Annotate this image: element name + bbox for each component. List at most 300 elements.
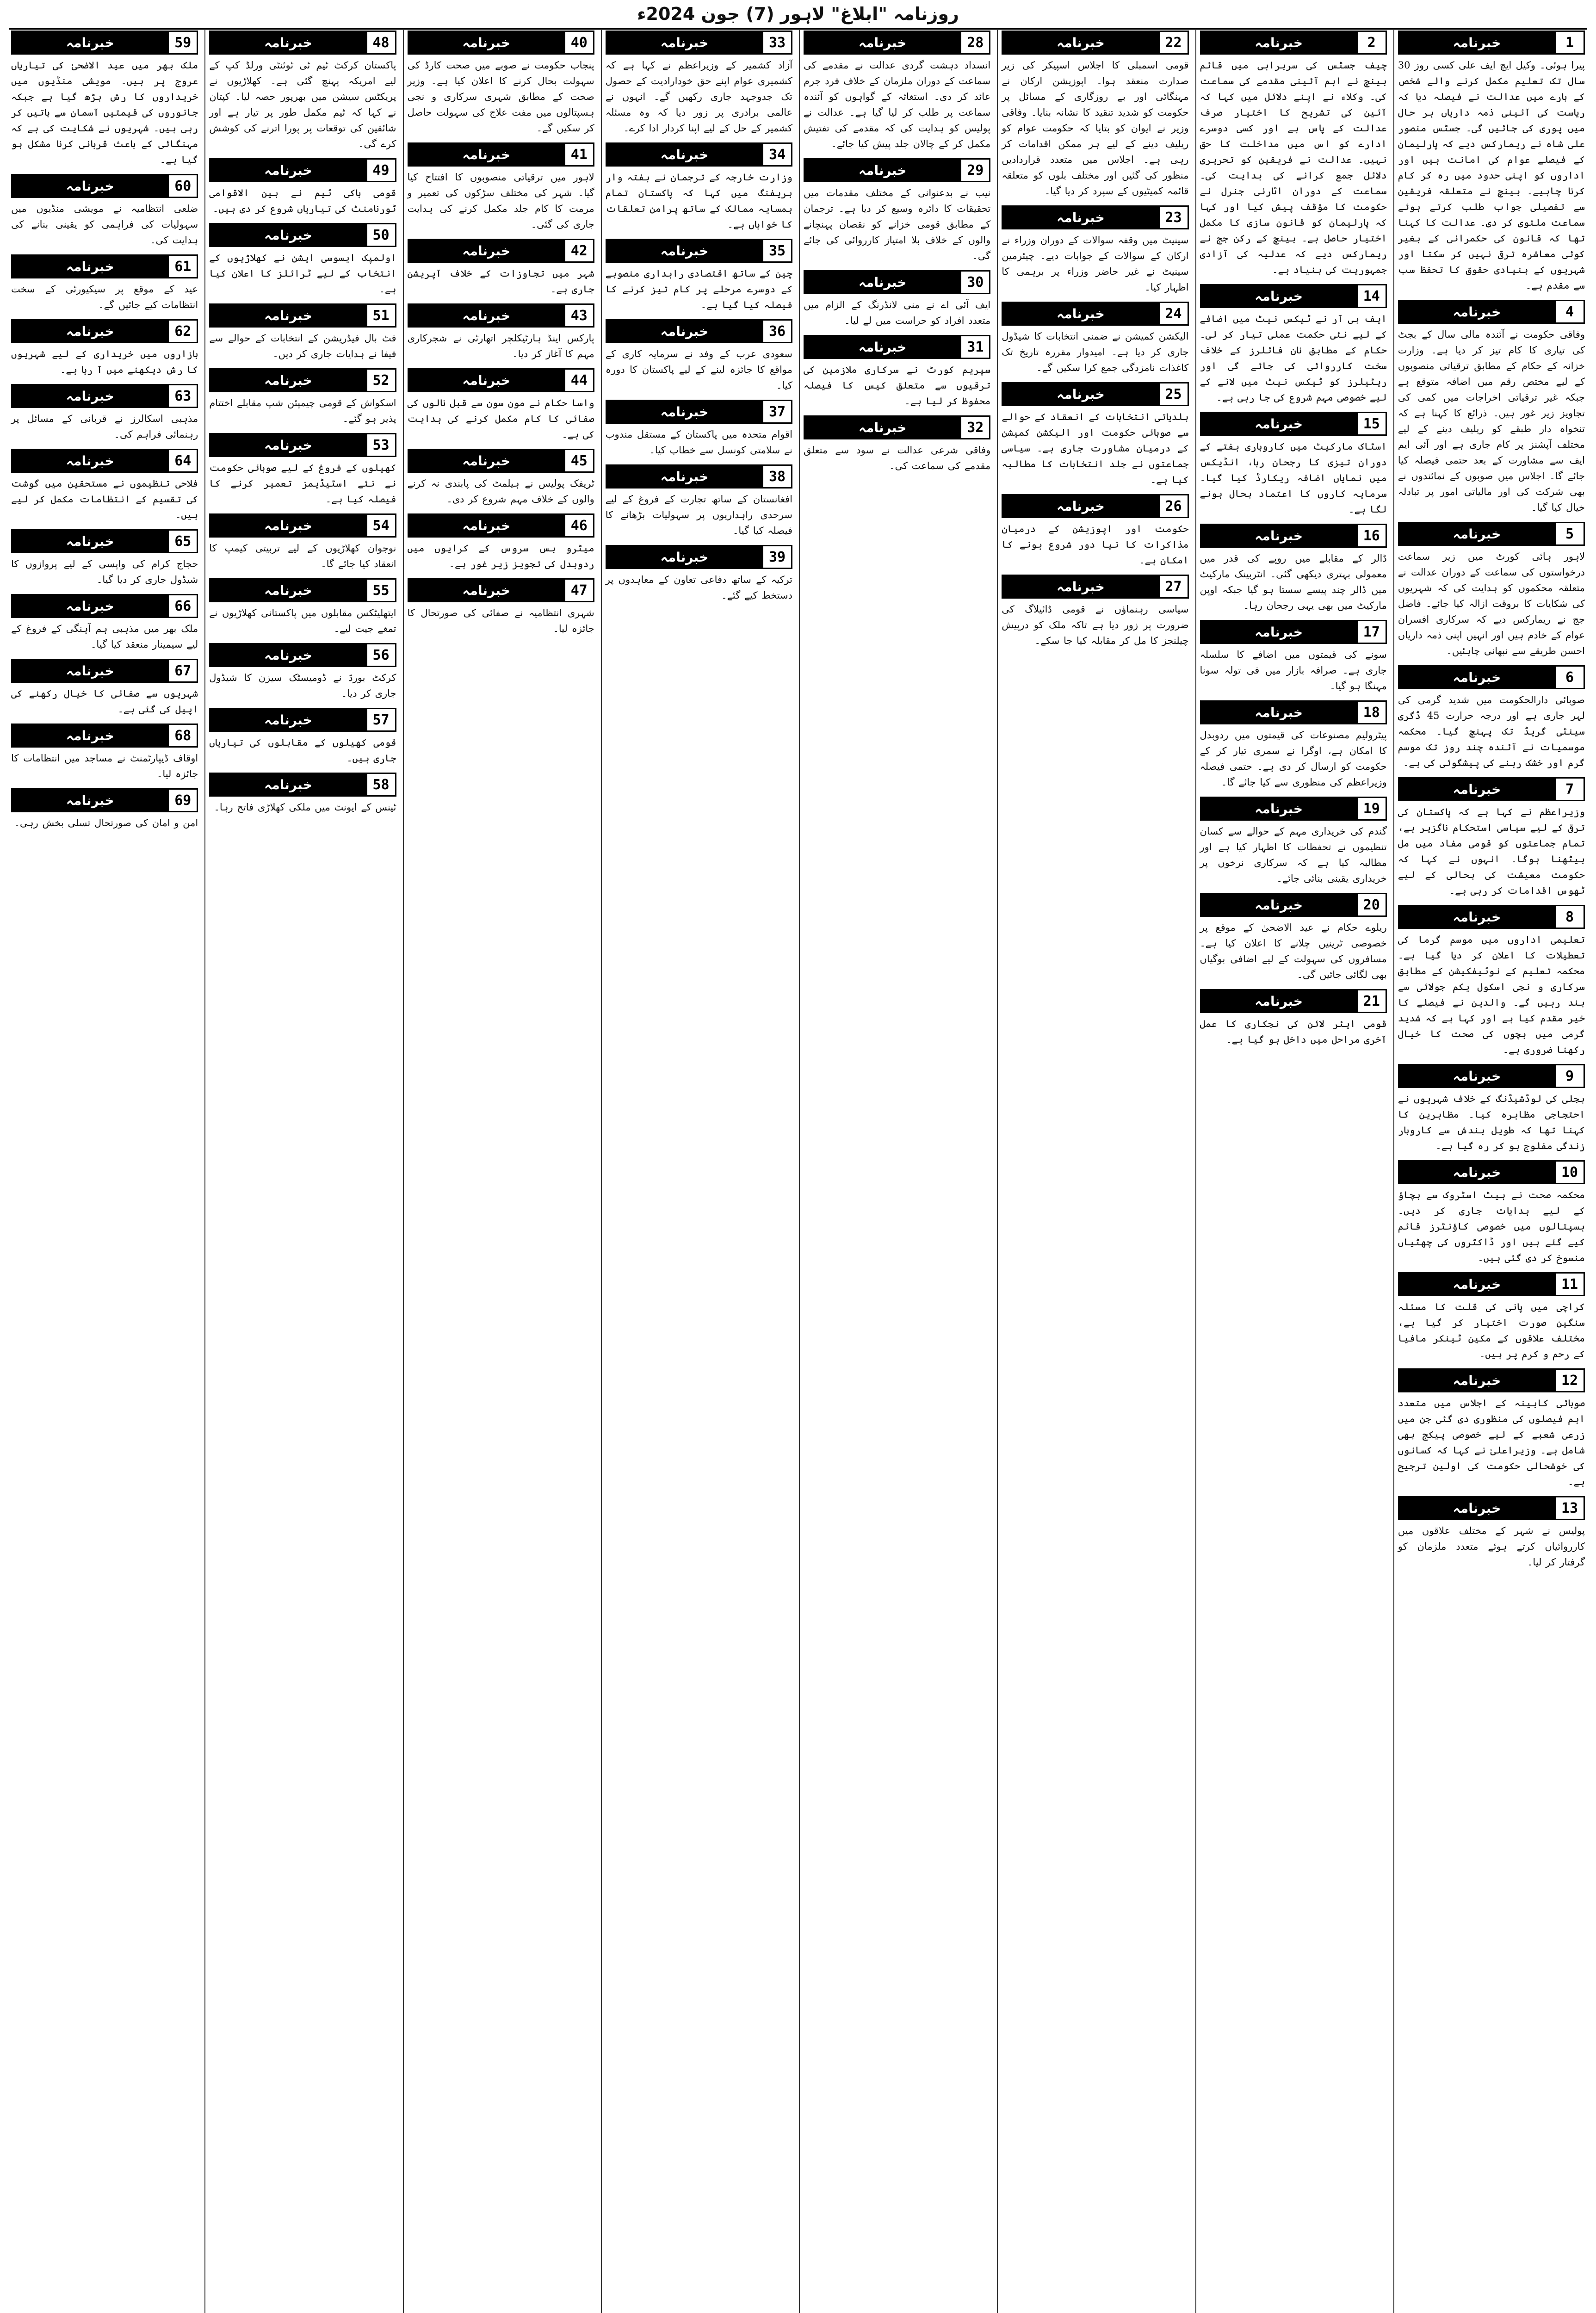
news-item xyxy=(1398,905,1585,1058)
news-item xyxy=(209,223,396,297)
news-item-header xyxy=(1398,777,1585,801)
news-item xyxy=(1398,777,1585,898)
news-item-number: 1 xyxy=(1554,32,1584,53)
news-item-number: 60 xyxy=(167,175,197,197)
news-item xyxy=(1002,382,1188,488)
news-item-section-label: خبرنامہ xyxy=(1399,1497,1554,1519)
news-item-number: 22 xyxy=(1158,32,1188,53)
news-item-section-label: خبرنامہ xyxy=(210,305,365,326)
news-item-body: لاہور میں ترقیاتی منصوبوں کا افتتاح کیا گیا۔ شہر کی مختلف سڑکوں کی تعمیر و مرمت کا کام جلد مکمل کرنے کی ہدایت جاری کی گئی۔ xyxy=(407,172,594,230)
news-item-body: بازاروں میں خریداری کے لیے شہریوں کا رش دیکھنے میں آ رہا ہے۔ xyxy=(11,348,198,375)
news-item-number: 35 xyxy=(762,240,791,261)
news-item-number: 12 xyxy=(1554,1370,1584,1391)
news-item-body: پاکستان کرکٹ ٹیم ٹی ٹوئنٹی ورلڈ کپ کے لیے امریکہ پہنچ گئی ہے۔ کھلاڑیوں نے پریکٹس سیشن میں بھرپور حصہ لیا۔ کپتان نے کہا کہ ٹیم مکمل طور پر تیار ہے اور شائقین کی توقعات پر پورا اترنے کی کوشش کرے گی۔ xyxy=(209,60,396,149)
news-item-number: 11 xyxy=(1554,1274,1584,1295)
news-item-number: 32 xyxy=(960,417,989,438)
news-item-body: وزارت خارجہ کے ترجمان نے ہفتہ وار بریفنگ میں کہا کہ پاکستان تمام ہمسایہ ممالک کے ساتھ پرامن تعلقات کا خواہاں ہے۔ xyxy=(605,172,792,230)
news-item-body: چیف جسٹس کی سربراہی میں قائم بینچ نے اہم آئینی مقدمے کی سماعت کی۔ وکلاء نے اپنے دلائل میں کہا کہ آئین کی تشریح کا اختیار صرف عدالت کے پاس ہے اور کسی دوسرے ادارے کو اس میں مداخلت کا حق نہیں۔ عدالت نے فریقین کو تحریری دلائل جمع کرانے کی ہدایت کی۔ سماعت کے دوران اٹارنی جنرل نے حکومت کا مؤقف پیش کیا اور کہا کہ پارلیمان کو قانون سازی کا مکمل اختیار حاصل ہے۔ بینچ کے رکن جج نے ریمارکس دیے کہ عدلیہ کی آزادی جمہوریت کی بنیاد ہے۔ xyxy=(1200,60,1387,275)
news-item-number: 17 xyxy=(1356,621,1386,643)
news-item-body: ملک بھر میں عید الاضحیٰ کی تیاریاں عروج پر ہیں۔ مویشی منڈیوں میں خریداروں کا رش بڑھ گیا ہے جبکہ جانوروں کی قیمتیں آسمان سے باتیں کر رہی ہیں۔ شہریوں نے شکایت کی ہے کہ مہنگائی کے باعث قربانی کرنا مشکل ہو گیا ہے۔ xyxy=(11,60,198,165)
news-item-section-label: خبرنامہ xyxy=(607,32,762,53)
news-item xyxy=(606,319,792,393)
news-item-section-label: خبرنامہ xyxy=(1201,798,1356,819)
news-item-number: 68 xyxy=(167,725,197,746)
news-item-section-label: خبرنامہ xyxy=(1201,621,1356,643)
news-item-header xyxy=(1398,300,1585,324)
news-item xyxy=(804,270,990,328)
news-item xyxy=(408,142,594,232)
news-item-number: 37 xyxy=(762,401,791,422)
news-item-section-label: خبرنامہ xyxy=(805,272,960,293)
news-item-number: 66 xyxy=(167,595,197,617)
news-item-section-label: خبرنامہ xyxy=(1399,906,1554,928)
news-item xyxy=(1398,300,1585,515)
news-item-header xyxy=(606,239,792,263)
news-item xyxy=(1200,797,1387,886)
news-item-number: 30 xyxy=(960,272,989,293)
news-item-section-label: خبرنامہ xyxy=(210,709,365,730)
news-item-header xyxy=(1002,382,1188,406)
news-item-number: 20 xyxy=(1356,894,1386,915)
news-item-number: 23 xyxy=(1158,207,1188,228)
news-item-number: 49 xyxy=(366,160,395,181)
news-item-body: شہری انتظامیہ نے صفائی کی صورتحال کا جائزہ لیا۔ xyxy=(407,607,594,634)
news-item-body: ایتھلیٹکس مقابلوں میں پاکستانی کھلاڑیوں نے تمغے جیت لیے۔ xyxy=(209,607,396,634)
news-item-section-label: خبرنامہ xyxy=(607,466,762,487)
news-item-section-label: خبرنامہ xyxy=(12,790,167,811)
news-item-body: ایف آئی اے نے منی لانڈرنگ کے الزام میں متعدد افراد کو حراست میں لے لیا۔ xyxy=(804,299,991,326)
news-item-body: فٹ بال فیڈریشن کے انتخابات کے حوالے سے فیفا نے ہدایات جاری کر دیں۔ xyxy=(209,333,396,359)
news-item-number: 19 xyxy=(1356,798,1386,819)
news-item-section-label: خبرنامہ xyxy=(12,450,167,471)
news-item-header xyxy=(606,545,792,569)
news-item-section-label: خبرنامہ xyxy=(12,531,167,552)
news-item-number: 63 xyxy=(167,385,197,407)
news-item xyxy=(606,400,792,458)
news-item-section-label: خبرنامہ xyxy=(409,370,564,391)
news-item-section-label: خبرنامہ xyxy=(12,595,167,617)
news-item-header xyxy=(408,578,594,602)
news-item xyxy=(804,335,990,409)
news-item-section-label: خبرنامہ xyxy=(607,321,762,342)
news-item-section-label: خبرنامہ xyxy=(210,32,365,53)
news-item-number: 39 xyxy=(762,546,791,568)
news-item-header xyxy=(11,724,198,748)
news-item-header xyxy=(1002,31,1188,55)
news-item-section-label: خبرنامہ xyxy=(1399,523,1554,544)
news-item-header xyxy=(11,319,198,343)
news-item xyxy=(11,788,198,831)
news-item-section-label: خبرنامہ xyxy=(1003,495,1158,517)
news-item-section-label: خبرنامہ xyxy=(607,144,762,165)
news-item xyxy=(1002,494,1188,568)
news-item-number: 27 xyxy=(1158,576,1188,597)
news-item-body: ضلعی انتظامیہ نے مویشی منڈیوں میں سہولیات کی فراہمی کو یقینی بنانے کی ہدایت کی۔ xyxy=(11,203,198,246)
news-item-number: 59 xyxy=(167,32,197,53)
news-item-number: 36 xyxy=(762,321,791,342)
news-item-section-label: خبرنامہ xyxy=(805,160,960,181)
news-item-number: 41 xyxy=(564,144,593,165)
news-item-header xyxy=(804,415,990,439)
news-item-header xyxy=(11,529,198,553)
news-item-section-label: خبرنامہ xyxy=(12,32,167,53)
news-item-header xyxy=(408,513,594,538)
news-item-body: شہر میں تجاوزات کے خلاف آپریشن جاری ہے۔ xyxy=(407,268,594,295)
news-item xyxy=(11,384,198,442)
news-item xyxy=(804,415,990,474)
news-item-section-label: خبرنامہ xyxy=(1399,1274,1554,1295)
news-item xyxy=(1398,522,1585,659)
news-item-section-label: خبرنامہ xyxy=(210,160,365,181)
news-item-body: تعلیمی اداروں میں موسم گرما کی تعطیلات کا اعلان کر دیا گیا ہے۔ محکمہ تعلیم کے نوٹیفکیشن کے مطابق سرکاری و نجی اسکول یکم جولائی سے بند رہیں گے۔ والدین نے فیصلے کا خیر مقدم کیا ہے اور کہا ہے کہ شدید گرمی میں بچوں کی صحت کا خیال رکھنا ضروری ہے۔ xyxy=(1398,934,1585,1055)
news-item-number: 48 xyxy=(366,32,395,53)
news-item-number: 6 xyxy=(1554,667,1584,688)
news-item-number: 67 xyxy=(167,660,197,681)
news-item-body: میٹرو بس سروس کے کرایوں میں ردوبدل کی تجویز زیر غور ہے۔ xyxy=(407,543,594,569)
news-item-number: 62 xyxy=(167,321,197,342)
news-item xyxy=(209,773,396,815)
news-item-header xyxy=(1398,1160,1585,1184)
news-item-header xyxy=(11,788,198,812)
news-item-section-label: خبرنامہ xyxy=(607,401,762,422)
news-item-number: 44 xyxy=(564,370,593,391)
news-item-body: الیکشن کمیشن نے ضمنی انتخابات کا شیڈول جاری کر دیا ہے۔ امیدوار مقررہ تاریخ تک کاغذات نامزدگی جمع کرا سکیں گے۔ xyxy=(1002,331,1189,373)
news-item-header xyxy=(1398,1272,1585,1296)
news-item-body: فلاحی تنظیموں نے مستحقین میں گوشت کی تقسیم کے انتظامات مکمل کر لیے ہیں۔ xyxy=(11,478,198,520)
news-item-header xyxy=(1200,620,1387,644)
news-item-section-label: خبرنامہ xyxy=(12,660,167,681)
news-item-section-label: خبرنامہ xyxy=(12,725,167,746)
news-item xyxy=(11,659,198,717)
news-item-body: اوقاف ڈیپارٹمنٹ نے مساجد میں انتظامات کا جائزہ لیا۔ xyxy=(11,753,198,779)
news-item-section-label: خبرنامہ xyxy=(1201,525,1356,546)
news-item-number: 45 xyxy=(564,450,593,471)
news-item-header xyxy=(11,31,198,55)
news-item-section-label: خبرنامہ xyxy=(210,580,365,601)
news-item-header xyxy=(606,319,792,343)
news-item-header xyxy=(408,142,594,167)
news-item-number: 51 xyxy=(366,305,395,326)
news-item-body: قومی اسمبلی کا اجلاس اسپیکر کی زیر صدارت منعقد ہوا۔ اپوزیشن ارکان نے مہنگائی اور بے روزگاری کے مسائل پر حکومت کو شدید تنقید کا نشانہ بنایا۔ وفاقی وزیر نے ایوان کو بتایا کہ حکومت عوام کو ریلیف دینے کے لیے ہر ممکن اقدامات کر رہی ہے۔ اجلاس میں متعدد قراردادیں منظور کی گئیں اور مختلف بلوں کو متعلقہ قائمہ کمیٹیوں کے سپرد کر دیا گیا۔ xyxy=(1002,60,1189,197)
news-item xyxy=(1200,524,1387,613)
news-item-body: حکومت اور اپوزیشن کے درمیان مذاکرات کا نیا دور شروع ہونے کا امکان ہے۔ xyxy=(1002,523,1189,566)
news-item xyxy=(1398,665,1585,771)
news-item-number: 7 xyxy=(1554,779,1584,800)
news-item-number: 56 xyxy=(366,644,395,666)
news-column-2 xyxy=(1195,29,1391,2313)
news-item-header xyxy=(11,659,198,683)
news-item-number: 21 xyxy=(1356,990,1386,1012)
news-item xyxy=(1200,989,1387,1047)
news-item xyxy=(209,31,396,152)
news-item xyxy=(1398,1368,1585,1490)
news-item-body: آزاد کشمیر کے وزیراعظم نے کہا ہے کہ کشمیری عوام اپنے حق خودارادیت کے حصول تک جدوجہد جاری رکھیں گے۔ انہوں نے عالمی برادری پر زور دیا کہ وہ مسئلہ کشمیر کے حل کے لیے اپنا کردار ادا کرے۔ xyxy=(605,60,792,134)
news-item-number: 15 xyxy=(1356,413,1386,434)
news-item-section-label: خبرنامہ xyxy=(607,546,762,568)
news-item-number: 54 xyxy=(366,515,395,536)
news-item-section-label: خبرنامہ xyxy=(607,240,762,261)
news-item xyxy=(408,368,594,442)
news-item xyxy=(1200,412,1387,517)
news-item-number: 9 xyxy=(1554,1065,1584,1087)
news-item-number: 50 xyxy=(366,224,395,246)
news-item-header xyxy=(1002,494,1188,518)
news-item-number: 28 xyxy=(960,32,989,53)
news-item-body: نوجوان کھلاڑیوں کے لیے تربیتی کیمپ کا انعقاد کیا جائے گا۔ xyxy=(209,543,396,569)
news-item-body: پنجاب حکومت نے صوبے میں صحت کارڈ کی سہولت بحال کرنے کا اعلان کیا ہے۔ وزیر صحت کے مطابق شہری سرکاری و نجی ہسپتالوں میں مفت علاج کی سہولت حاصل کر سکیں گے۔ xyxy=(407,60,594,134)
news-item xyxy=(1398,1272,1585,1362)
news-item-header xyxy=(1398,1368,1585,1392)
news-item-header xyxy=(408,449,594,473)
news-item-section-label: خبرنامہ xyxy=(12,321,167,342)
news-item-body: اولمپک ایسوسی ایشن نے کھلاڑیوں کے انتخاب کے لیے ٹرائلز کا اعلان کیا ہے۔ xyxy=(209,252,396,295)
news-item-body: اسکواش کے قومی چیمپئن شپ مقابلے اختتام پذیر ہو گئے۔ xyxy=(209,397,396,424)
news-item-body: ایف بی آر نے ٹیکس نیٹ میں اضافے کے لیے نئی حکمت عملی تیار کر لی۔ حکام کے مطابق نان فائلرز کے خلاف سخت کارروائی کی جائے گی اور ریٹیلرز کو ٹیکس نیٹ میں لانے کے لیے خصوصی مہم شروع کی جا رہی ہے۔ xyxy=(1200,313,1387,403)
news-item-number: 46 xyxy=(564,515,593,536)
news-item-header xyxy=(209,303,396,328)
news-item-section-label: خبرنامہ xyxy=(1399,1065,1554,1087)
news-item xyxy=(11,594,198,652)
news-item xyxy=(1398,1160,1585,1266)
news-item-section-label: خبرنامہ xyxy=(1003,576,1158,597)
news-item-body: وفاقی حکومت نے آئندہ مالی سال کے بجٹ کی تیاری کا کام تیز کر دیا ہے۔ وزارت خزانہ کے حکام کے مطابق ترقیاتی منصوبوں کے لیے مختص رقم میں اضافہ متوقع ہے جبکہ غیر ترقیاتی اخراجات میں کمی کی تجاویز زیر غور ہیں۔ ذرائع کا کہنا ہے کہ تنخواہ دار طبقے کو ریلیف دینے کے لیے مختلف آپشنز پر کام جاری ہے اور آئی ایم ایف سے مشاورت کے بعد حتمی فیصلہ کیا جائے گا۔ اجلاس میں صوبوں کے نمائندوں نے بھی شرکت کی اور مالیاتی امور پر تبادلہ خیال کیا گیا۔ xyxy=(1398,329,1585,513)
news-item-body: صوبائی دارالحکومت میں شدید گرمی کی لہر جاری ہے اور درجہ حرارت 45 ڈگری سینٹی گریڈ تک پہنچ گیا۔ محکمہ موسمیات نے آئندہ چند روز تک موسم گرم اور خشک رہنے کی پیشگوئی کی ہے۔ xyxy=(1398,694,1585,768)
news-item-section-label: خبرنامہ xyxy=(210,224,365,246)
news-item-body: بجلی کی لوڈشیڈنگ کے خلاف شہریوں نے احتجاجی مظاہرہ کیا۔ مظاہرین کا کہنا تھا کہ طویل بندش سے کاروبار زندگی مفلوج ہو کر رہ گیا ہے۔ xyxy=(1398,1093,1585,1151)
news-item xyxy=(11,174,198,248)
news-item-header xyxy=(1002,302,1188,326)
news-column-7 xyxy=(204,29,400,2313)
news-item-header xyxy=(408,303,594,328)
news-item-header xyxy=(606,142,792,167)
news-item-section-label: خبرنامہ xyxy=(1201,702,1356,723)
news-item-number: 55 xyxy=(366,580,395,601)
news-item-section-label: خبرنامہ xyxy=(1399,301,1554,322)
news-item-body: بلدیاتی انتخابات کے انعقاد کے حوالے سے صوبائی حکومت اور الیکشن کمیشن کے درمیان مشاورت جاری ہے۔ سیاسی جماعتوں نے جلد انتخابات کا مطالبہ کیا ہے۔ xyxy=(1002,411,1189,485)
news-item xyxy=(606,545,792,603)
news-item-body: ٹینس کے ایونٹ میں ملکی کھلاڑی فاتح رہا۔ xyxy=(214,802,396,813)
news-item-number: 58 xyxy=(366,774,395,795)
news-item-section-label: خبرنامہ xyxy=(1003,207,1158,228)
news-item xyxy=(209,643,396,701)
news-item-number: 5 xyxy=(1554,523,1584,544)
news-item-header xyxy=(804,158,990,182)
news-item-section-label: خبرنامہ xyxy=(1201,285,1356,307)
news-item-section-label: خبرنامہ xyxy=(409,450,564,471)
news-column-8 xyxy=(7,29,202,2313)
news-item xyxy=(1002,205,1188,295)
news-item xyxy=(408,449,594,507)
news-item xyxy=(606,239,792,313)
news-item-body: لاہور ہائی کورٹ میں زیر سماعت درخواستوں کی سماعت کے دوران عدالت نے متعلقہ محکموں کو ہدایت کی کہ شہریوں کی شکایات کا بروقت ازالہ کیا جائے۔ فاضل جج نے ریمارکس دیے کہ سرکاری افسران عوام کے خادم ہیں اور انہیں اپنی ذمہ داریاں احسن طریقے سے نبھانی چاہئیں۔ xyxy=(1398,551,1585,656)
news-item-section-label: خبرنامہ xyxy=(210,644,365,666)
news-item xyxy=(11,529,198,588)
news-item-header xyxy=(11,174,198,198)
news-item-body: قومی کھیلوں کے مقابلوں کی تیاریاں جاری ہیں۔ xyxy=(209,737,396,764)
news-item-section-label: خبرنامہ xyxy=(1201,413,1356,434)
news-item-section-label: خبرنامہ xyxy=(409,240,564,261)
news-item-number: 64 xyxy=(167,450,197,471)
news-item-header xyxy=(209,643,396,667)
news-item-section-label: خبرنامہ xyxy=(210,434,365,456)
news-item xyxy=(209,578,396,637)
news-item-body: کراچی میں پانی کی قلت کا مسئلہ سنگین صورت اختیار کر گیا ہے، مختلف علاقوں کے مکین ٹینکر مافیا کے رحم و کرم پر ہیں۔ xyxy=(1398,1301,1585,1360)
news-item-section-label: خبرنامہ xyxy=(805,417,960,438)
news-item-section-label: خبرنامہ xyxy=(1399,1162,1554,1183)
news-item-section-label: خبرنامہ xyxy=(210,774,365,795)
news-item-body: سینیٹ میں وقفہ سوالات کے دوران وزراء نے ارکان کے سوالات کے جوابات دیے۔ چیئرمین سینیٹ نے غیر حاضر وزراء پر برہمی کا اظہار کیا۔ xyxy=(1002,235,1189,293)
news-item-header xyxy=(606,31,792,55)
news-item-body: ملک بھر میں مذہبی ہم آہنگی کے فروغ کے لیے سیمینار منعقد کیا گیا۔ xyxy=(11,623,198,650)
news-item-header xyxy=(1398,905,1585,929)
news-item xyxy=(1002,31,1188,199)
news-item xyxy=(1002,302,1188,376)
news-item-header xyxy=(11,449,198,473)
news-item xyxy=(606,31,792,136)
news-item-number: 43 xyxy=(564,305,593,326)
news-item-number: 4 xyxy=(1554,301,1584,322)
news-item-header xyxy=(11,594,198,618)
news-item-header xyxy=(408,31,594,55)
news-item-header xyxy=(1398,31,1585,55)
news-item-section-label: خبرنامہ xyxy=(409,144,564,165)
news-item-section-label: خبرنامہ xyxy=(805,32,960,53)
news-item-header xyxy=(209,513,396,538)
news-item-number: 14 xyxy=(1356,285,1386,307)
news-item xyxy=(1398,31,1585,293)
news-item-header xyxy=(1002,575,1188,599)
news-item-section-label: خبرنامہ xyxy=(409,305,564,326)
news-item xyxy=(209,303,396,362)
news-item-section-label: خبرنامہ xyxy=(1399,779,1554,800)
news-item xyxy=(1200,284,1387,405)
news-item-header xyxy=(408,368,594,392)
news-item-section-label: خبرنامہ xyxy=(1003,303,1158,324)
news-item-number: 8 xyxy=(1554,906,1584,928)
news-item-header xyxy=(11,384,198,408)
news-item-number: 13 xyxy=(1554,1497,1584,1519)
news-item-body: سپریم کورٹ نے سرکاری ملازمین کی ترقیوں سے متعلق کیس کا فیصلہ محفوظ کر لیا ہے۔ xyxy=(804,364,991,407)
news-item xyxy=(1200,700,1387,790)
news-item-body: ریلوے حکام نے عید الاضحیٰ کے موقع پر خصوصی ٹرینیں چلانے کا اعلان کیا ہے۔ مسافروں کی سہولت کے لیے اضافی بوگیاں بھی لگائی جائیں گی۔ xyxy=(1200,922,1387,980)
news-item-header xyxy=(408,239,594,263)
news-column-5 xyxy=(601,29,796,2313)
news-item-body: اسٹاک مارکیٹ میں کاروباری ہفتے کے دوران تیزی کا رجحان رہا، انڈیکس میں نمایاں اضافہ ریکارڈ کیا گیا۔ سرمایہ کاروں کا اعتماد بحال ہونے لگا ہے۔ xyxy=(1200,441,1387,515)
news-item-body: حجاج کرام کی واپسی کے لیے پروازوں کا شیڈول جاری کر دیا گیا۔ xyxy=(11,558,198,585)
news-item xyxy=(1200,620,1387,694)
news-item-section-label: خبرنامہ xyxy=(409,580,564,601)
news-item xyxy=(1200,893,1387,983)
news-item-section-label: خبرنامہ xyxy=(210,515,365,536)
news-item xyxy=(1200,31,1387,278)
news-item-number: 38 xyxy=(762,466,791,487)
news-item-section-label: خبرنامہ xyxy=(1201,894,1356,915)
news-item-body: گندم کی خریداری مہم کے حوالے سے کسان تنظیموں نے تحفظات کا اظہار کیا ہے اور مطالبہ کیا ہے کہ سرکاری نرخوں پر خریداری یقینی بنائی جائے۔ xyxy=(1200,826,1387,884)
news-item-body: کرکٹ بورڈ نے ڈومیسٹک سیزن کا شیڈول جاری کر دیا۔ xyxy=(209,672,396,699)
news-item-body: پیٹرولیم مصنوعات کی قیمتوں میں ردوبدل کا امکان ہے، اوگرا نے سمری تیار کر کے حکومت کو ارسال کر دی ہے۔ حتمی فیصلہ وزیراعظم کی منظوری سے کیا جائے گا۔ xyxy=(1200,730,1387,788)
news-item-number: 47 xyxy=(564,580,593,601)
news-item xyxy=(408,31,594,136)
news-item-body: چین کے ساتھ اقتصادی راہداری منصوبے کے دوسرے مرحلے پر کام تیز کرنے کا فیصلہ کیا گیا ہے۔ xyxy=(605,268,792,310)
news-item-body: ٹریفک پولیس نے ہیلمٹ کی پابندی نہ کرنے والوں کے خلاف مہم شروع کر دی۔ xyxy=(407,478,594,505)
news-column-6 xyxy=(403,29,598,2313)
news-item-header xyxy=(606,464,792,489)
news-item-body: افغانستان کے ساتھ تجارت کے فروغ کے لیے سرحدی راہداریوں پر سہولیات بڑھانے کا فیصلہ کیا گیا۔ xyxy=(605,494,792,536)
news-item-body: عید کے موقع پر سیکیورٹی کے سخت انتظامات کیے جائیں گے۔ xyxy=(11,284,198,310)
masthead-title: روزنامہ "ابلاغ" لاہور (7) جون 2024ء xyxy=(637,4,959,24)
news-item-number: 16 xyxy=(1356,525,1386,546)
news-item-number: 29 xyxy=(960,160,989,181)
news-item-number: 34 xyxy=(762,144,791,165)
news-item xyxy=(408,239,594,297)
news-item-header xyxy=(1200,700,1387,724)
news-item-number: 69 xyxy=(167,790,197,811)
news-item-section-label: خبرنامہ xyxy=(12,175,167,197)
news-item xyxy=(209,158,396,216)
news-item-header xyxy=(1200,989,1387,1013)
news-item xyxy=(606,464,792,538)
news-item xyxy=(11,31,198,167)
news-item-body: کھیلوں کے فروغ کے لیے صوبائی حکومت نے نئے اسٹیڈیمز تعمیر کرنے کا فیصلہ کیا ہے۔ xyxy=(209,462,396,505)
news-item-header xyxy=(804,335,990,359)
news-item-number: 31 xyxy=(960,336,989,358)
news-item-header xyxy=(209,223,396,247)
news-item-header xyxy=(209,578,396,602)
news-column-3 xyxy=(997,29,1192,2313)
news-item-number: 10 xyxy=(1554,1162,1584,1183)
news-item-body: وزیراعظم نے کہا ہے کہ پاکستان کی ترقی کے لیے سیاسی استحکام ناگزیر ہے، تمام جماعتوں کو قومی مفاد میں مل بیٹھنا ہوگا۔ انہوں نے کہا کہ حکومت معیشت کی بحالی کے لیے ٹھوس اقدامات کر رہی ہے۔ xyxy=(1398,806,1585,896)
news-item xyxy=(209,368,396,427)
news-item-body: وفاقی شرعی عدالت نے سود سے متعلق مقدمے کی سماعت کی۔ xyxy=(804,445,991,471)
news-item-section-label: خبرنامہ xyxy=(409,32,564,53)
news-item-body: اقوام متحدہ میں پاکستان کے مستقل مندوب نے سلامتی کونسل سے خطاب کیا۔ xyxy=(605,429,792,456)
news-item-body: امن و امان کی صورتحال تسلی بخش رہی۔ xyxy=(14,817,198,829)
news-item-section-label: خبرنامہ xyxy=(805,336,960,358)
newspaper-columns xyxy=(7,29,1589,2313)
news-item-header xyxy=(1200,797,1387,821)
news-item-number: 18 xyxy=(1356,702,1386,723)
news-item-section-label: خبرنامہ xyxy=(1201,32,1356,53)
news-item-body: انسداد دہشت گردی عدالت نے مقدمے کی سماعت کے دوران ملزمان کے خلاف فرد جرم عائد کر دی۔ استغاثہ کے گواہوں کو آئندہ سماعت پر طلب کر لیا گیا ہے۔ عدالت نے پولیس کو ہدایت کی کہ مقدمے کی تفتیش مکمل کر کے چالان جلد پیش کیا جائے۔ xyxy=(804,60,991,149)
news-item-body: مذہبی اسکالرز نے قربانی کے مسائل پر رہنمائی فراہم کی۔ xyxy=(11,413,198,440)
news-item-section-label: خبرنامہ xyxy=(1003,383,1158,405)
news-item-header xyxy=(804,270,990,294)
news-item-body: سیاسی رہنماؤں نے قومی ڈائیلاگ کی ضرورت پر زور دیا ہے تاکہ ملک کو درپیش چیلنجز کا مل کر مقابلہ کیا جا سکے۔ xyxy=(1002,604,1189,646)
news-item-section-label: خبرنامہ xyxy=(12,385,167,407)
news-item-header xyxy=(606,400,792,424)
news-item-number: 52 xyxy=(366,370,395,391)
news-item-body: قومی ہاکی ٹیم نے بین الاقوامی ٹورنامنٹ کی تیاریاں شروع کر دی ہیں۔ xyxy=(209,187,396,214)
masthead xyxy=(0,0,1596,28)
news-item-body: محکمہ صحت نے ہیٹ اسٹروک سے بچاؤ کے لیے ہدایات جاری کر دیں۔ ہسپتالوں میں خصوصی کاؤنٹرز قائم کیے گئے ہیں اور ڈاکٹروں کی چھٹیاں منسوخ کر دی گئی ہیں۔ xyxy=(1398,1189,1585,1263)
news-item-header xyxy=(209,158,396,182)
news-item-section-label: خبرنامہ xyxy=(1003,32,1158,53)
news-item xyxy=(209,708,396,766)
news-item-body: شہریوں سے صفائی کا خیال رکھنے کی اپیل کی گئی ہے۔ xyxy=(11,688,198,715)
news-item-section-label: خبرنامہ xyxy=(12,256,167,277)
news-item-header xyxy=(1398,1496,1585,1520)
news-item-section-label: خبرنامہ xyxy=(409,515,564,536)
news-item-header xyxy=(1200,31,1387,55)
news-item-section-label: خبرنامہ xyxy=(1399,32,1554,53)
news-item-number: 61 xyxy=(167,256,197,277)
news-item-header xyxy=(209,31,396,55)
news-item-body: نیب نے بدعنوانی کے مختلف مقدمات میں تحقیقات کا دائرہ وسیع کر دیا ہے۔ ترجمان کے مطابق قومی خزانے کو نقصان پہنچانے والوں کے خلاف بلا امتیاز کارروائی کی جائے گی۔ xyxy=(804,187,991,261)
news-item-section-label: خبرنامہ xyxy=(1399,667,1554,688)
news-item xyxy=(606,142,792,232)
news-item-number: 53 xyxy=(366,434,395,456)
news-item xyxy=(408,303,594,362)
